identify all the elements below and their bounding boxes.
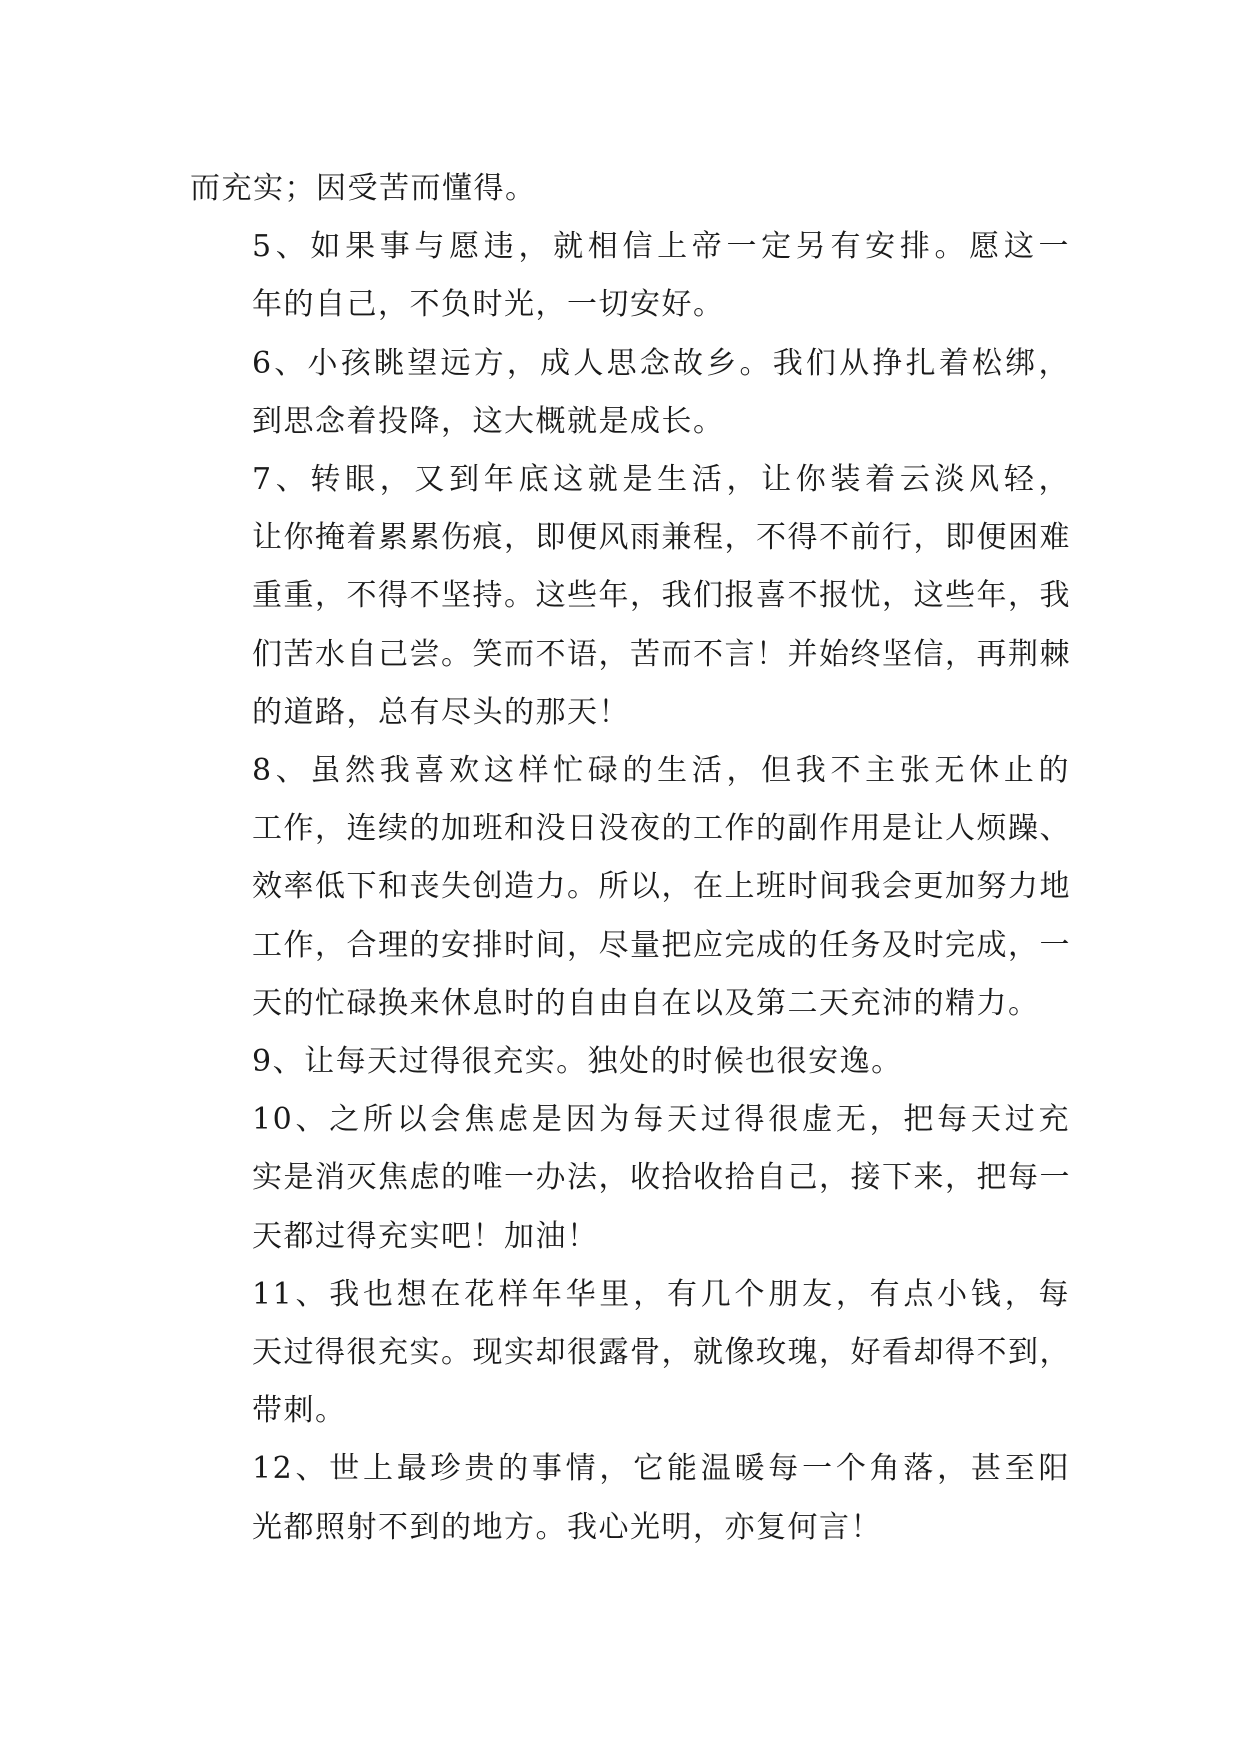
paragraph-item-10: [190, 1091, 1070, 1266]
text-line: 工作，合理的安排时间，尽量把应完成的任务及时完成，一: [252, 927, 1071, 963]
text-line: 天过得很充实。现实却很露骨，就像玫瑰，好看却得不到，: [252, 1335, 1071, 1371]
paragraph-item-7: [190, 451, 1070, 742]
text-line: 12、世上最珍贵的事情，它能温暖每一个角落，甚至阳: [252, 1451, 1070, 1487]
text-line: 年的自己，不负时光，一切安好。: [252, 287, 725, 323]
text-line: 而充实；因受苦而懂得。: [190, 171, 537, 206]
paragraph-item-8: [190, 742, 1070, 1033]
paragraph-item-9: [190, 1033, 1070, 1091]
text-line: 们苦水自己尝。笑而不语，苦而不言！并始终坚信，再荆棘: [252, 636, 1071, 672]
text-line: 天的忙碌换来休息时的自由自在以及第二天充沛的精力。: [252, 985, 1040, 1021]
text-line: 重重，不得不坚持。这些年，我们报喜不报忧，这些年，我: [252, 578, 1071, 614]
paragraph-item-11: [190, 1266, 1070, 1441]
text-line: 天都过得充实吧！加油！: [252, 1218, 599, 1254]
paragraph-item-6: [190, 335, 1070, 451]
text-line: 到思念着投降，这大概就是成长。: [252, 403, 725, 439]
text-line: 9、让每天过得很充实。独处的时候也很安逸。: [252, 1044, 903, 1080]
text-line: 6、小孩眺望远方，成人思念故乡。我们从挣扎着松绑，: [252, 345, 1070, 381]
text-line: 光都照射不到的地方。我心光明，亦复何言！: [252, 1509, 882, 1545]
text-line: 5、如果事与愿违，就相信上帝一定另有安排。愿这一: [252, 229, 1070, 265]
text-line: 10、之所以会焦虑是因为每天过得很虚无，把每天过充: [252, 1102, 1070, 1138]
paragraph-item-12: [190, 1440, 1070, 1556]
text-line: 让你掩着累累伤痕，即便风雨兼程，不得不前行，即便困难: [252, 520, 1071, 556]
text-line: 实是消灭焦虑的唯一办法，收拾收拾自己，接下来，把每一: [252, 1160, 1071, 1196]
text-line: 工作，连续的加班和没日没夜的工作的副作用是让人烦躁、: [252, 811, 1071, 847]
text-line: 带刺。: [252, 1393, 347, 1429]
text-line: 8、虽然我喜欢这样忙碌的生活，但我不主张无休止的: [252, 753, 1070, 789]
text-line: 11、我也想在花样年华里，有几个朋友，有点小钱，每: [252, 1276, 1070, 1312]
paragraph-item-5: [190, 218, 1070, 334]
paragraph-continuation: [190, 160, 1070, 218]
text-line: 的道路，总有尽头的那天！: [252, 694, 630, 730]
document-body: [190, 160, 1070, 1557]
text-line: 7、转眼，又到年底这就是生活，让你装着云淡风轻，: [252, 462, 1070, 498]
text-line: 效率低下和丧失创造力。所以，在上班时间我会更加努力地: [252, 869, 1071, 905]
